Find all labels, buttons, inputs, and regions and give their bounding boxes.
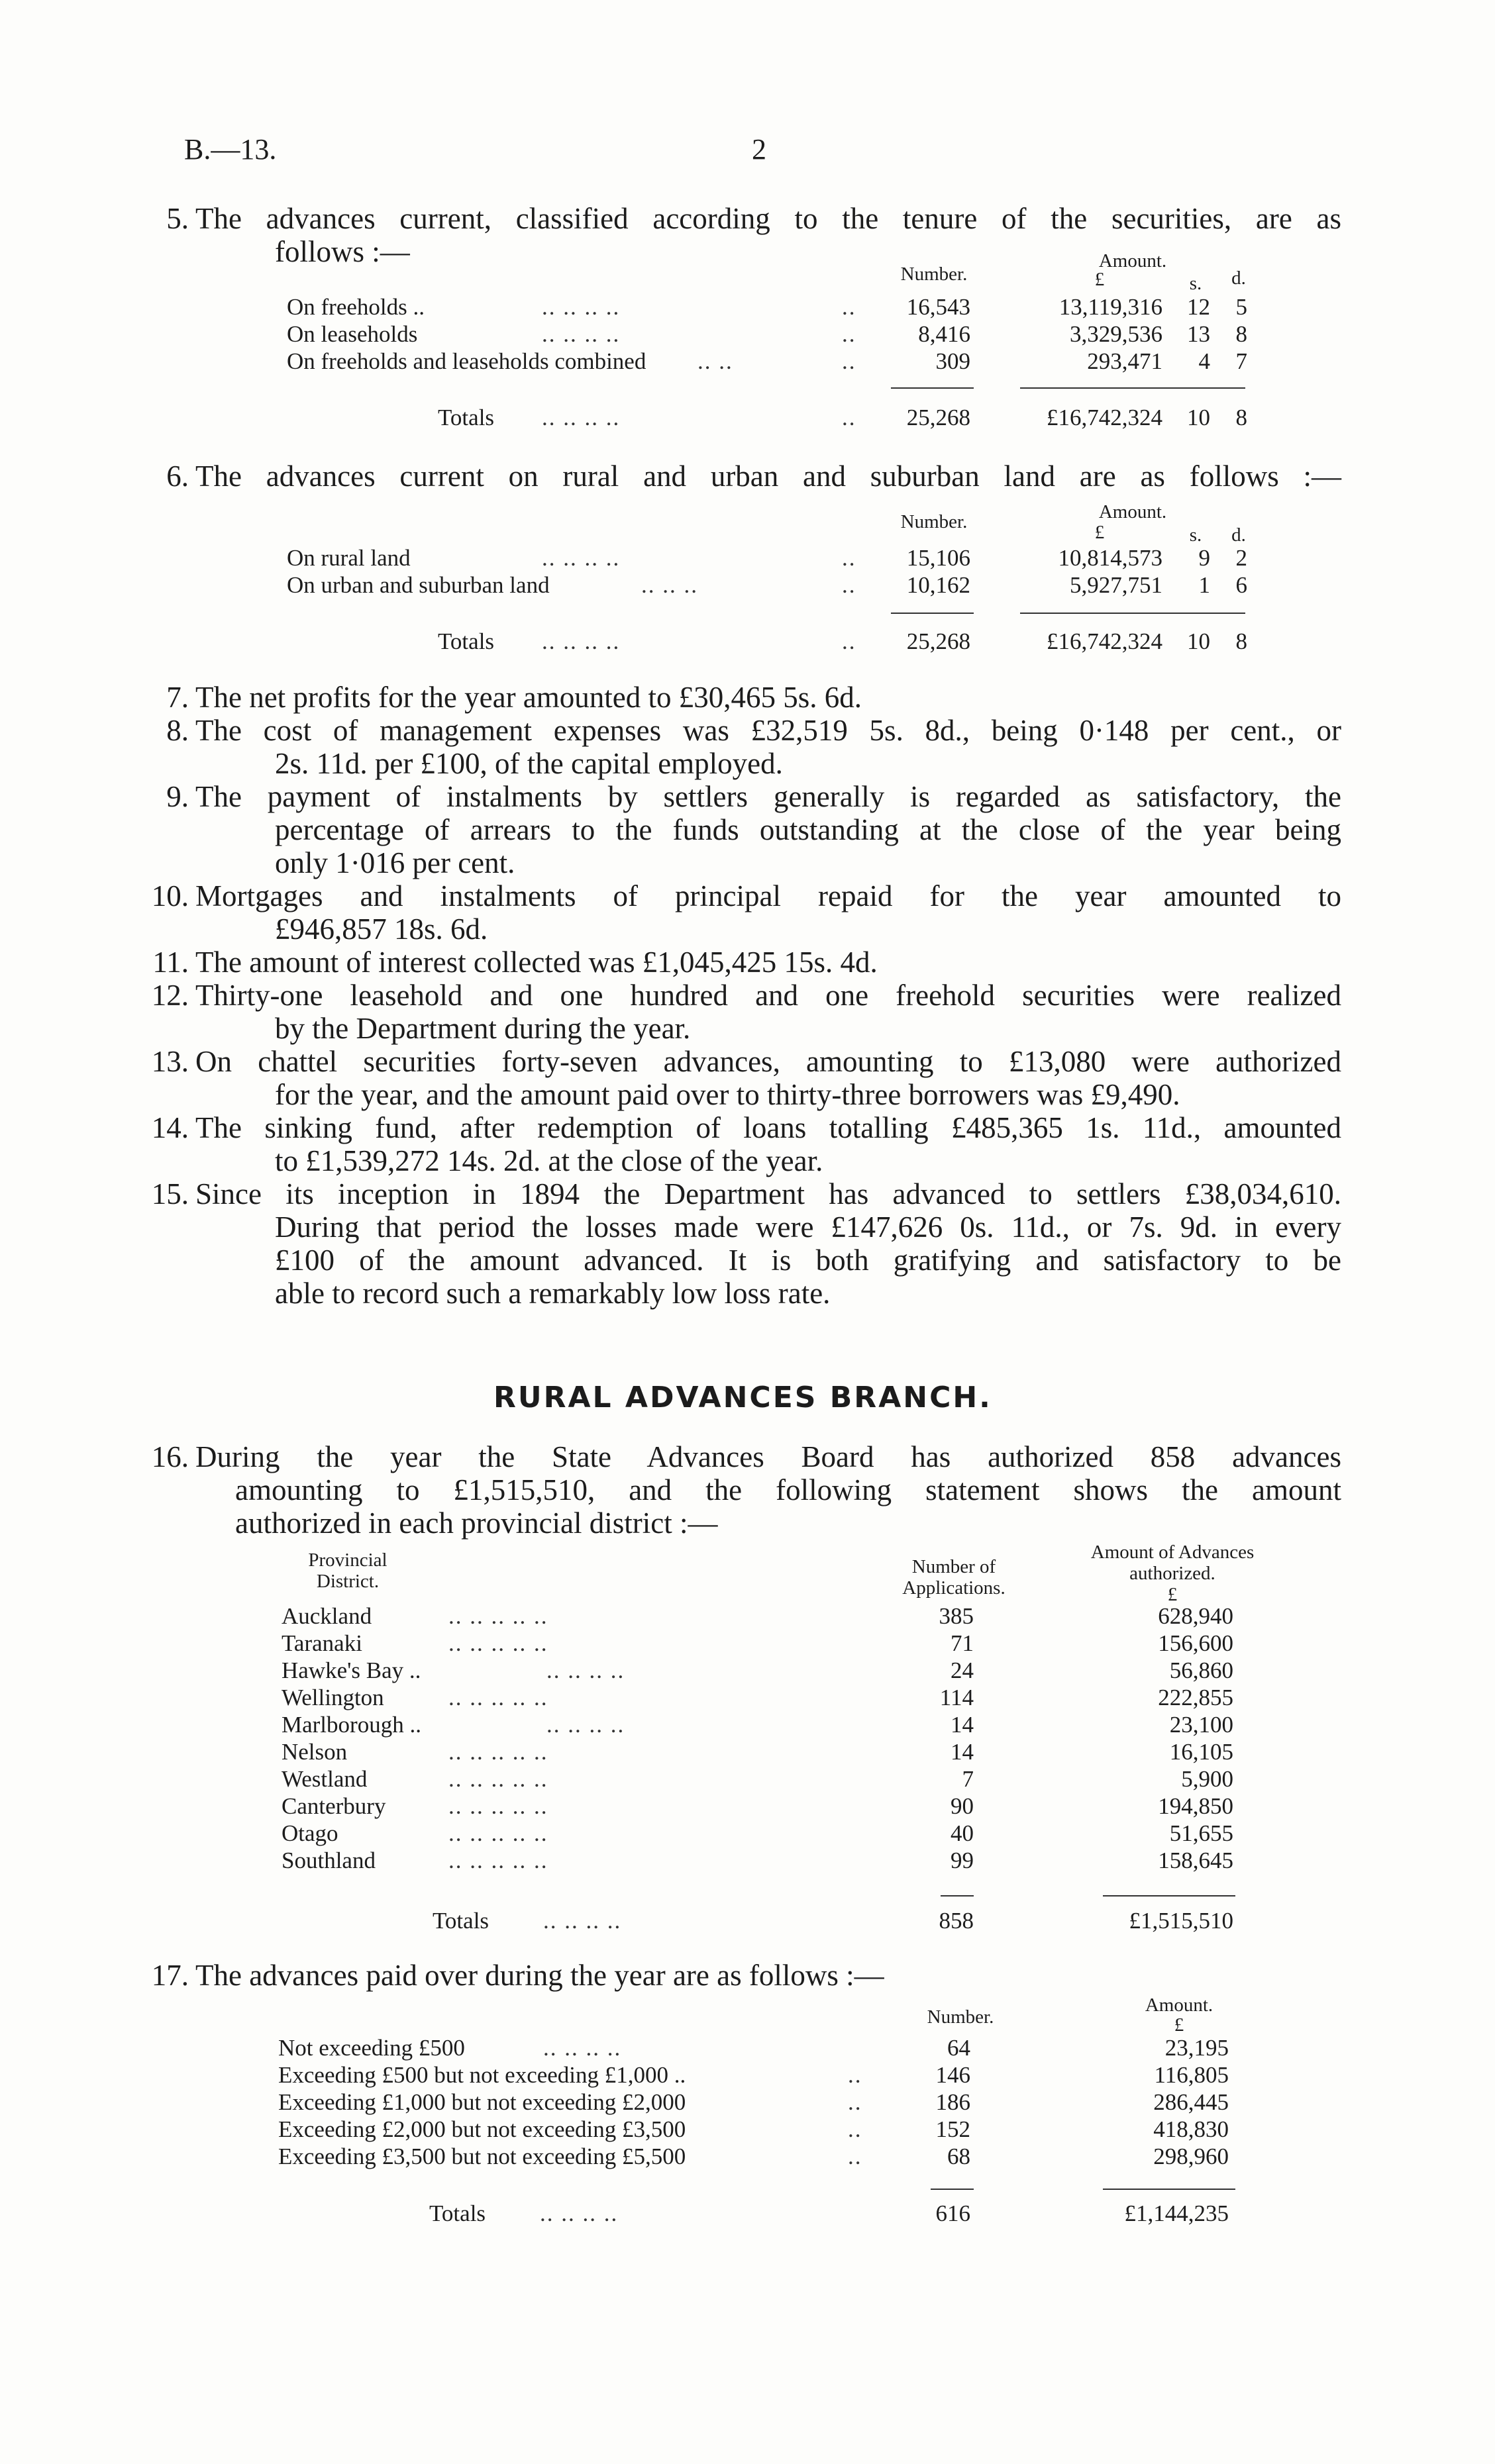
table-row [282,1793,1275,1820]
table-row [278,2061,1272,2089]
paragraph-line: for the year, and the amount paid over to thirty-three borrowers was £9,490. [275,1078,1180,1111]
leader-dots: .. [842,294,856,320]
row-label: Southland [282,1848,376,1873]
cell-shillings: 12 [1187,294,1210,320]
cell-number: 14 [951,1739,974,1765]
leader-dots: .. .. .. .. [542,405,621,430]
table-district-total [282,1907,1275,1934]
total-rule [891,387,974,389]
leader-dots: .. .. .. .. .. [448,1739,548,1765]
paragraph-line: The advances paid over during the year are as follows :— [195,1959,884,1992]
paragraph-line: authorized in each provincial district :— [235,1506,718,1540]
cell-amount: 222,855 [1158,1685,1233,1710]
paragraph-line: percentage of arrears to the funds outstanding at the close of the year being [275,813,1341,846]
row-label: Marlborough .. [282,1712,421,1738]
total-row [278,2200,1272,2227]
column-header-amount [1073,1542,1272,1605]
cell-number: 90 [951,1793,974,1819]
leader-dots: .. .. .. .. [546,1657,625,1683]
row-label: Exceeding £2,000 but not exceeding £3,500 [278,2116,686,2142]
paragraph-number: 16. [151,1440,189,1473]
total-row [287,404,1280,431]
row-label: Totals [433,1908,490,1934]
column-header-pounds: £ [1094,269,1105,290]
cell-amount: 158,645 [1158,1848,1233,1873]
total-row [287,628,1280,655]
table-row [282,1630,1275,1657]
total-rule [1020,613,1245,614]
paragraph-number: 9. [166,780,189,813]
cell-pence: 8 [1235,321,1247,347]
header-line: District. [316,1571,380,1592]
total-rule [941,1895,974,1897]
leader-dots: .. [842,405,856,430]
table-row [287,571,1280,599]
table-row [282,1657,1275,1684]
paragraph-line: 2s. 11d. per £100, of the capital employed. [275,747,783,780]
leader-dots: .. .. .. .. [540,2200,619,2226]
paragraph-number: 14. [151,1111,189,1144]
paragraph-number: 6. [166,460,189,493]
paragraph-line: On chattel securities forty-seven advances, amounting to £13,080 were authorized [195,1045,1341,1078]
cell-amount: 16,105 [1169,1739,1233,1765]
cell-number: 858 [939,1908,974,1934]
row-label: Wellington [282,1685,384,1710]
leader-dots: .. .. .. .. [542,321,621,347]
row-label: Totals [438,405,495,430]
table-row [278,2034,1272,2061]
cell-pence: 6 [1235,572,1247,598]
paragraph-line: Thirty-one leasehold and one hundred and one freehold securities were realized [195,979,1341,1012]
paragraph-line: able to record such a remarkably low loss rate. [275,1277,831,1310]
cell-pence: 7 [1235,348,1247,374]
column-header-pounds: £ [1174,2014,1184,2036]
paragraph-line: Mortgages and instalments of principal repaid for the year amounted to [195,879,1341,912]
leader-dots: .. [842,628,856,654]
cell-number: 309 [935,348,970,374]
cell-shillings: 10 [1187,405,1210,430]
cell-number: 25,268 [906,628,970,654]
cell-pounds: 13,119,316 [1058,294,1162,320]
cell-amount: 418,830 [1153,2116,1229,2142]
column-header-district [291,1550,404,1592]
table-paid-total [278,2200,1272,2227]
table-row [282,1684,1275,1711]
table-row [287,293,1280,320]
row-label: Totals [438,628,495,654]
paragraph-line: The payment of instalments by settlers generally is regarded as satisfactory, the [195,780,1341,813]
cell-amount: 23,100 [1169,1712,1233,1738]
paragraph-9 [166,780,1341,879]
leader-dots: .. [848,2116,862,2142]
cell-amount: £1,515,510 [1129,1908,1233,1934]
cell-pounds: 10,814,573 [1058,545,1162,571]
paragraph-16 [151,1440,1341,1540]
leader-dots: .. [848,2062,862,2088]
page-code: B.—13. [184,133,277,166]
cell-number: 71 [951,1630,974,1656]
paragraph-line: £100 of the amount advanced. It is both gratifying and satisfactory to be [275,1244,1341,1277]
cell-shillings: 9 [1198,545,1210,571]
paragraph-15 [151,1177,1341,1310]
table-row [278,2089,1272,2116]
column-header-shillings: s. [1189,273,1202,294]
cell-amount: 298,960 [1153,2144,1229,2169]
leader-dots: .. .. .. .. [542,545,621,571]
leader-dots: .. .. .. .. [546,1712,625,1738]
paragraph-12 [151,979,1341,1045]
row-label: Otago [282,1820,338,1846]
row-label: On rural land [287,545,411,571]
row-label: On freeholds .. [287,294,425,320]
cell-shillings: 4 [1198,348,1210,374]
table-tenure [287,293,1280,375]
cell-pence: 5 [1235,294,1247,320]
cell-amount: 628,940 [1158,1603,1233,1629]
column-header-number [881,1556,1027,1599]
leader-dots: .. .. .. .. .. [448,1766,548,1792]
paragraph-line: £946,857 18s. 6d. [275,912,488,946]
paragraph-number: 12. [151,979,189,1012]
table-row [287,320,1280,348]
cell-number: 64 [947,2035,970,2061]
row-label: Exceeding £3,500 but not exceeding £5,500 [278,2144,686,2169]
header-line: authorized. [1129,1563,1215,1584]
total-rule [1103,2189,1235,2190]
cell-shillings: 13 [1187,321,1210,347]
total-rule [891,613,974,614]
row-label: Canterbury [282,1793,386,1819]
leader-dots: .. [842,348,856,374]
paragraph-number: 17. [151,1959,189,1992]
leader-dots: .. .. .. .. [543,1908,622,1934]
leader-dots: .. .. .. .. .. [448,1685,548,1710]
column-header-pounds: £ [1094,522,1105,543]
header-line: Provincial [308,1550,387,1571]
paragraph-line: The advances current on rural and urban and suburban land are as follows :— [195,460,1341,493]
total-rule [1103,1895,1235,1897]
column-header-pence: d. [1231,268,1246,289]
table-tenure-total [287,404,1280,431]
table-row [287,544,1280,571]
cell-amount: 194,850 [1158,1793,1233,1819]
leader-dots: .. .. .. [641,572,698,598]
leader-dots: .. .. .. .. .. [448,1820,548,1846]
total-row [282,1907,1275,1934]
row-label: Totals [429,2200,486,2226]
cell-pounds: £16,742,324 [1047,628,1162,654]
row-label: Exceeding £1,000 but not exceeding £2,000 [278,2089,686,2115]
table-row [287,348,1280,375]
leader-dots: .. .. .. .. [542,294,621,320]
row-label: Not exceeding £500 [278,2035,465,2061]
table-land-total [287,628,1280,655]
cell-amount: 286,445 [1153,2089,1229,2115]
paragraph-8 [166,714,1341,780]
column-header-pence: d. [1231,524,1246,546]
cell-number: 16,543 [906,294,970,320]
paragraph-14 [151,1111,1341,1177]
row-label: Hawke's Bay .. [282,1657,421,1683]
cell-number: 114 [939,1685,974,1710]
cell-amount: 5,900 [1181,1766,1233,1792]
column-header-shillings: s. [1189,524,1202,546]
table-row [278,2116,1272,2143]
paragraph-line: The advances current, classified according to the tenure of the securities, are as [195,202,1341,235]
paragraph-number: 8. [166,714,189,747]
paragraph-13 [151,1045,1341,1111]
paragraph-7 [166,681,1341,714]
cell-number: 152 [935,2116,970,2142]
paragraph-line: The amount of interest collected was £1,045,425 15s. 4d. [195,946,878,979]
cell-number: 25,268 [906,405,970,430]
cell-amount: 156,600 [1158,1630,1233,1656]
row-label: Nelson [282,1739,348,1765]
cell-number: 7 [962,1766,974,1792]
page-number: 2 [752,133,766,166]
total-rule [1020,387,1245,389]
column-header-amount: Amount. [1098,250,1167,271]
row-label: On leaseholds [287,321,418,347]
cell-number: 99 [951,1848,974,1873]
cell-number: 68 [947,2144,970,2169]
cell-pence: 8 [1235,628,1247,654]
cell-number: 8,416 [918,321,970,347]
row-label: Exceeding £500 but not exceeding £1,000 .. [278,2062,686,2088]
table-row [278,2143,1272,2170]
cell-number: 14 [951,1712,974,1738]
leader-dots: .. .. .. .. .. [448,1630,548,1656]
table-district [282,1602,1275,1874]
paragraph-line: The cost of management expenses was £32,519 5s. 8d., being 0·148 per cent., or [195,714,1341,747]
table-row [282,1738,1275,1765]
cell-amount: £1,144,235 [1124,2200,1229,2226]
paragraph-6 [166,460,1341,493]
table-row [282,1602,1275,1630]
paragraph-line: Since its inception in 1894 the Department has advanced to settlers £38,034,610. [195,1177,1341,1210]
table-row [282,1711,1275,1738]
paragraph-line: The net profits for the year amounted to £30,465 5s. 6d. [195,681,862,714]
cell-number: 146 [935,2062,970,2088]
row-label: Auckland [282,1603,372,1629]
cell-number: 616 [935,2200,970,2226]
paragraph-number: 13. [151,1045,189,1078]
cell-number: 15,106 [906,545,970,571]
paragraph-number: 11. [152,946,189,979]
table-row [282,1820,1275,1847]
leader-dots: .. [842,545,856,571]
paragraph-line: by the Department during the year. [275,1012,691,1045]
leader-dots: .. .. .. .. .. [448,1793,548,1819]
leader-dots: .. .. [697,348,733,374]
leader-dots: .. [848,2144,862,2169]
leader-dots: .. .. .. .. [542,628,621,654]
paragraph-number: 5. [166,202,189,235]
row-label: On urban and suburban land [287,572,550,598]
cell-number: 24 [951,1657,974,1683]
cell-pounds: 5,927,751 [1070,572,1162,598]
header-line: Amount of Advances [1090,1542,1255,1563]
cell-pounds: £16,742,324 [1047,405,1162,430]
paragraph-line: During the year the State Advances Board has authorized 858 advances [195,1440,1341,1473]
cell-shillings: 10 [1187,628,1210,654]
cell-number: 40 [951,1820,974,1846]
cell-shillings: 1 [1198,572,1210,598]
cell-pence: 8 [1235,405,1247,430]
paragraph-10 [151,879,1341,946]
paragraph-number: 7. [166,681,189,714]
leader-dots: .. .. .. .. [543,2035,622,2061]
leader-dots: .. .. .. .. .. [448,1603,548,1629]
column-header-amount: Amount. [1145,1995,1213,2016]
paragraph-number: 15. [151,1177,189,1210]
paragraph-line: follows :— [275,235,410,268]
paragraph-number: 10. [151,879,189,912]
leader-dots: .. [842,572,856,598]
paragraph-line: amounting to £1,515,510, and the following statement shows the amount [235,1473,1341,1506]
column-header-number: Number. [900,264,968,285]
leader-dots: .. [848,2089,862,2115]
header-line: Applications. [902,1577,1005,1599]
header-line: £ [1167,1584,1178,1605]
cell-number: 385 [939,1603,974,1629]
header-line: Number of [911,1556,996,1577]
paragraph-17 [151,1959,1341,1992]
column-header-number: Number. [927,2006,994,2028]
leader-dots: .. .. .. .. .. [448,1848,548,1873]
cell-amount: 23,195 [1164,2035,1229,2061]
row-label: On freeholds and leaseholds combined [287,348,646,374]
leader-dots: .. [842,321,856,347]
table-row [282,1765,1275,1793]
table-row [282,1847,1275,1874]
cell-amount: 56,860 [1169,1657,1233,1683]
cell-amount: 51,655 [1169,1820,1233,1846]
row-label: Taranaki [282,1630,362,1656]
column-header-amount: Amount. [1098,501,1167,522]
cell-pounds: 3,329,536 [1070,321,1162,347]
column-header-number: Number. [900,511,968,532]
cell-number: 186 [935,2089,970,2115]
paragraph-11 [152,946,1341,979]
cell-number: 10,162 [906,572,970,598]
cell-pence: 2 [1235,545,1247,571]
table-land [287,544,1280,599]
section-title: RURAL ADVANCES BRANCH. [493,1381,992,1414]
paragraph-line: During that period the losses made were £147,626 0s. 11d., or 7s. 9d. in every [275,1210,1341,1244]
table-paid [278,2034,1272,2170]
paragraph-line: to £1,539,272 14s. 2d. at the close of the year. [275,1144,823,1177]
paragraph-line: only 1·016 per cent. [275,846,515,879]
cell-pounds: 293,471 [1087,348,1162,374]
cell-amount: 116,805 [1154,2062,1229,2088]
row-label: Westland [282,1766,368,1792]
paragraph-line: The sinking fund, after redemption of loans totalling £485,365 1s. 11d., amounted [195,1111,1341,1144]
total-rule [931,2189,974,2190]
